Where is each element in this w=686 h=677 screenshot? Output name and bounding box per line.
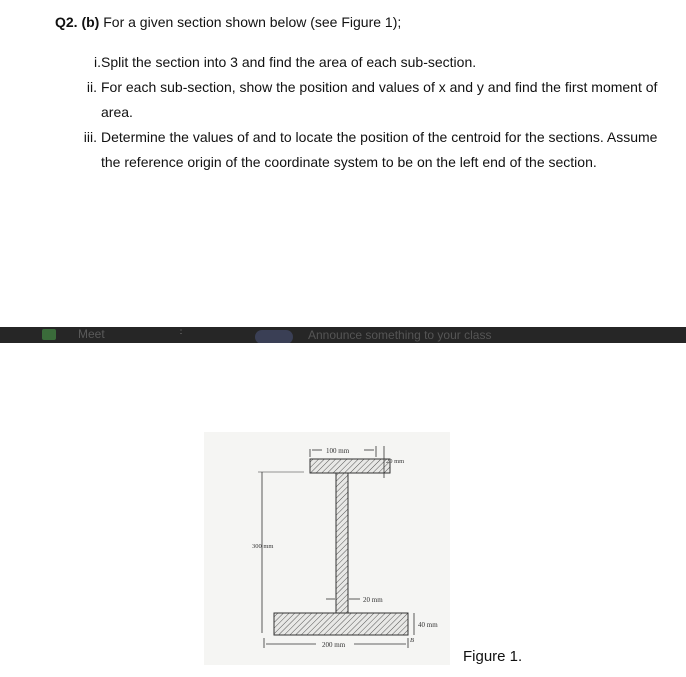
list-item-text: Determine the values of and to locate the position of the centroid for the sections. Assume the reference origin of the coordinate system to be on the left end of the section. — [101, 129, 658, 170]
dim-total-height: 300 mm — [252, 543, 274, 550]
web — [336, 473, 348, 613]
list-item-number: ii. — [86, 79, 97, 95]
question-heading — [55, 14, 401, 30]
dim-top-flange-thickness: 20 mm — [386, 458, 405, 465]
list-item-text: Split the section into 3 and find the area of each sub-section. — [101, 54, 477, 70]
list-item — [75, 50, 675, 75]
dim-bottom-flange-thickness: 40 mm — [418, 621, 438, 629]
list-item-number: i. — [94, 54, 101, 70]
list-item — [75, 125, 675, 175]
bottom-flange — [274, 613, 408, 635]
question-label: Q2. (b) — [55, 14, 100, 30]
list-item — [75, 75, 675, 125]
figure-1 — [204, 432, 450, 665]
top-flange — [310, 459, 390, 473]
point-b-label: B — [410, 637, 414, 644]
avatar — [255, 330, 293, 343]
question-parts-list — [75, 50, 675, 175]
meet-label[interactable]: Meet — [78, 327, 105, 341]
dim-web-thickness: 20 mm — [363, 596, 383, 604]
figure-caption: Figure 1. — [463, 648, 523, 665]
meet-overlay-bar — [0, 327, 686, 343]
meet-icon[interactable] — [42, 329, 56, 340]
dim-top-flange-width: 100 mm — [326, 447, 350, 455]
announce-input[interactable]: Announce something to your class — [308, 328, 492, 342]
dim-bottom-flange-width: 200 mm — [322, 641, 346, 649]
more-vert-icon[interactable]: ⋮ — [176, 327, 186, 336]
i-section-diagram — [204, 432, 450, 665]
question-text: For a given section shown below (see Figure 1); — [99, 14, 402, 30]
list-item-number: iii. — [83, 129, 97, 145]
list-item-text: For each sub-section, show the position and values of x and y and find the first moment of area. — [101, 79, 658, 120]
